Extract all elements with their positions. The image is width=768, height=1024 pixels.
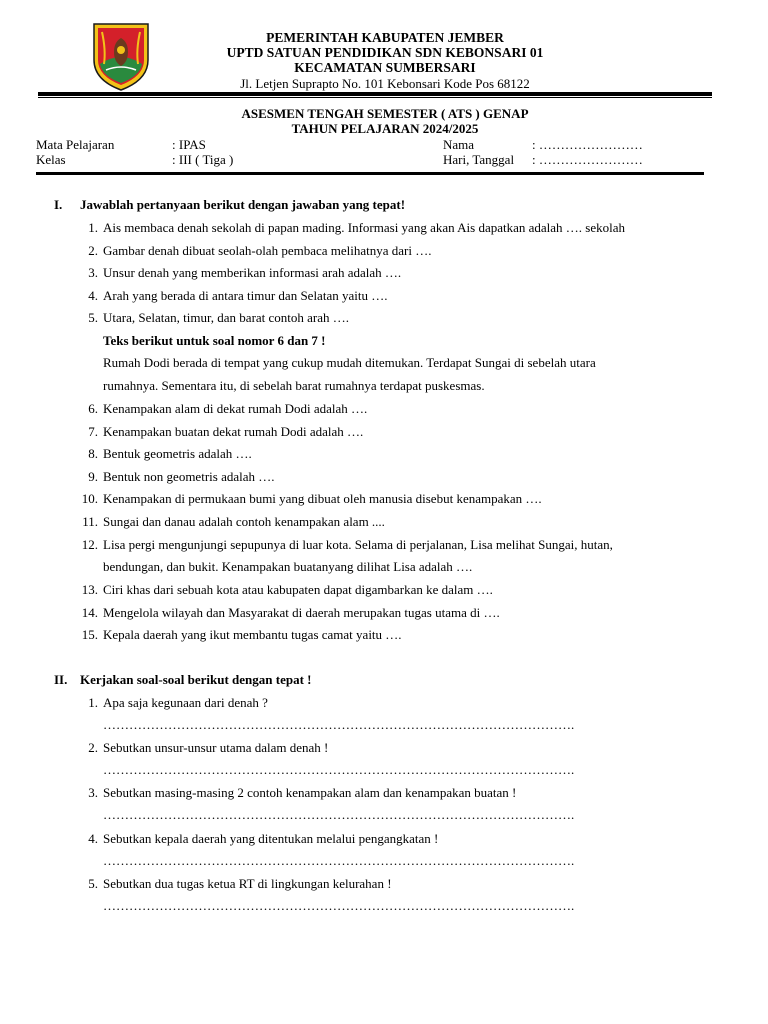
question-text: Kenampakan alam di dekat rumah Dodi adalah …. bbox=[103, 401, 368, 416]
header-line2: UPTD SATUAN PENDIDIKAN SDN KEBONSARI 01 bbox=[226, 45, 544, 60]
question-text: Sebutkan dua tugas ketua RT di lingkungan kelurahan ! bbox=[103, 876, 392, 891]
header-line1: PEMERINTAH KABUPATEN JEMBER bbox=[266, 30, 504, 45]
question-text: Sebutkan masing-masing 2 contoh kenampakan alam dan kenampakan buatan ! bbox=[103, 785, 517, 800]
question-number: 4. bbox=[88, 288, 98, 303]
date-field[interactable]: : …………………… bbox=[532, 152, 643, 167]
question-number: 5. bbox=[88, 310, 98, 325]
name-field[interactable]: : …………………… bbox=[532, 137, 643, 152]
answer-line[interactable]: ………………………………………………………………………………………………. bbox=[103, 717, 575, 732]
name-label: Nama bbox=[443, 137, 475, 152]
class-label: Kelas bbox=[36, 152, 66, 167]
header-divider-thick bbox=[38, 92, 712, 96]
question-text: Utara, Selatan, timur, dan barat contoh arah …. bbox=[103, 310, 350, 325]
question-text: Sebutkan unsur-unsur utama dalam denah ! bbox=[103, 740, 329, 755]
question-text: Gambar denah dibuat seolah-olah pembaca melihatnya dari …. bbox=[103, 243, 432, 258]
question-text: Arah yang berada di antara timur dan Selatan yaitu …. bbox=[103, 288, 388, 303]
question-number: 3. bbox=[88, 265, 98, 280]
question-number: 12. bbox=[81, 537, 98, 552]
question-number: 2. bbox=[88, 740, 98, 755]
info-divider bbox=[36, 172, 704, 175]
subject-value: : IPAS bbox=[172, 137, 206, 152]
question-number: 4. bbox=[88, 831, 98, 846]
question-text: Sungai dan danau adalah contoh kenampakan alam .... bbox=[103, 514, 385, 529]
question-number: 2. bbox=[88, 243, 98, 258]
class-value: : III ( Tiga ) bbox=[172, 152, 234, 167]
question-number: 9. bbox=[88, 469, 98, 484]
question-number: 14. bbox=[81, 605, 98, 620]
section2-heading: Kerjakan soal-soal berikut dengan tepat ! bbox=[80, 672, 312, 687]
question-number: 15. bbox=[81, 627, 98, 642]
question-number: 10. bbox=[81, 491, 98, 506]
text-heading: Teks berikut untuk soal nomor 6 dan 7 ! bbox=[103, 333, 326, 348]
section1-heading: Jawablah pertanyaan berikut dengan jawaban yang tepat! bbox=[80, 197, 406, 212]
question-text: Bentuk geometris adalah …. bbox=[103, 446, 252, 461]
question-number: 1. bbox=[88, 220, 98, 235]
question-text: Ais membaca denah sekolah di papan mading. Informasi yang akan Ais dapatkan adalah …. sekolah bbox=[103, 220, 626, 235]
question-number: 5. bbox=[88, 876, 98, 891]
header-line3: KECAMATAN SUMBERSARI bbox=[294, 60, 476, 75]
item12-continuation: bendungan, dan bukit. Kenampakan buatanyang dilihat Lisa adalah …. bbox=[103, 559, 473, 574]
district-emblem-logo bbox=[88, 20, 154, 92]
section1-numeral: I. bbox=[54, 197, 63, 212]
header-divider-thin bbox=[38, 97, 712, 98]
question-number: 6. bbox=[88, 401, 98, 416]
question-number: 3. bbox=[88, 785, 98, 800]
question-number: 7. bbox=[88, 424, 98, 439]
answer-line[interactable]: ………………………………………………………………………………………………. bbox=[103, 807, 575, 822]
question-text: Lisa pergi mengunjungi sepupunya di luar kota. Selama di perjalanan, Lisa melihat Sungai, hutan, bbox=[103, 537, 613, 552]
question-text: Kepala daerah yang ikut membantu tugas camat yaitu …. bbox=[103, 627, 402, 642]
section2-numeral: II. bbox=[54, 672, 68, 687]
exam-title: ASESMEN TENGAH SEMESTER ( ATS ) GENAP bbox=[241, 106, 529, 121]
question-text: Bentuk non geometris adalah …. bbox=[103, 469, 275, 484]
question-text: Mengelola wilayah dan Masyarakat di daerah merupakan tugas utama di …. bbox=[103, 605, 500, 620]
answer-line[interactable]: ………………………………………………………………………………………………. bbox=[103, 898, 575, 913]
text-line1: Rumah Dodi berada di tempat yang cukup mudah ditemukan. Terdapat Sungai di sebelah utara bbox=[103, 355, 596, 370]
question-text: Sebutkan kepala daerah yang ditentukan melalui pengangkatan ! bbox=[103, 831, 439, 846]
subject-label: Mata Pelajaran bbox=[36, 137, 115, 152]
exam-year: TAHUN PELAJARAN 2024/2025 bbox=[291, 121, 479, 136]
question-number: 11. bbox=[82, 514, 98, 529]
question-text: Unsur denah yang memberikan informasi arah adalah …. bbox=[103, 265, 402, 280]
question-text: Apa saja kegunaan dari denah ? bbox=[103, 695, 268, 710]
question-text: Kenampakan di permukaan bumi yang dibuat oleh manusia disebut kenampakan …. bbox=[103, 491, 542, 506]
text-line2: rumahnya. Sementara itu, di sebelah barat rumahnya terdapat puskesmas. bbox=[103, 378, 485, 393]
question-number: 1. bbox=[88, 695, 98, 710]
question-text: Ciri khas dari sebuah kota atau kabupaten dapat digambarkan ke dalam …. bbox=[103, 582, 493, 597]
header-address: Jl. Letjen Suprapto No. 101 Kebonsari Kode Pos 68122 bbox=[240, 76, 530, 91]
question-number: 13. bbox=[81, 582, 98, 597]
question-number: 8. bbox=[88, 446, 98, 461]
answer-line[interactable]: ………………………………………………………………………………………………. bbox=[103, 762, 575, 777]
question-text: Kenampakan buatan dekat rumah Dodi adalah …. bbox=[103, 424, 364, 439]
date-label: Hari, Tanggal bbox=[443, 152, 515, 167]
answer-line[interactable]: ………………………………………………………………………………………………. bbox=[103, 853, 575, 868]
